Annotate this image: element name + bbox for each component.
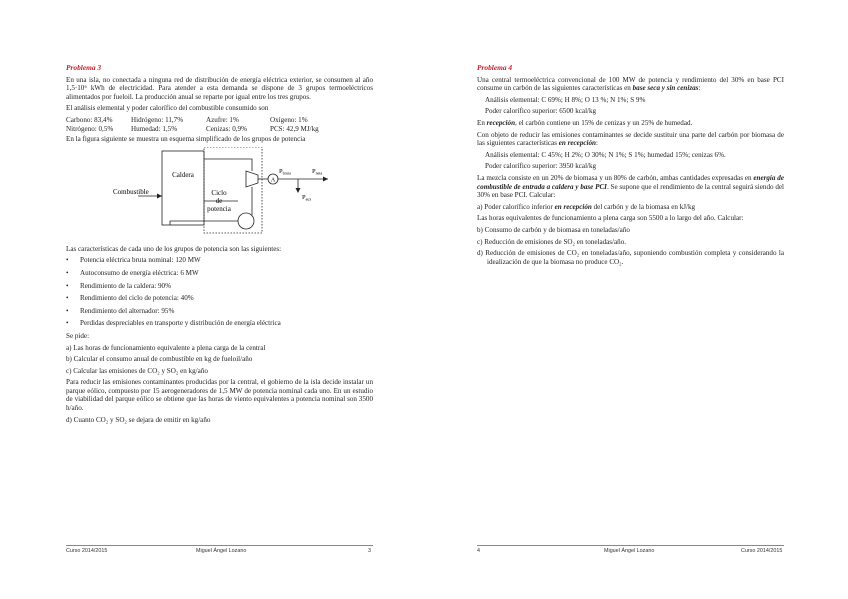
diagram-p-neta: $P_{neta}$ <box>312 167 323 176</box>
feature-item: • Rendimiento del ciclo de potencia: 40% <box>66 294 373 303</box>
composition-item: Hidrógeno: 11,7% <box>131 115 184 124</box>
diagram-p-aux: $P_{aux}$ <box>302 193 312 202</box>
question-4d: d) Reducción de emisiones de CO₂ en toneladas/año, suponiendo combustión completa y considerando la idealización de que la biomasa no produce CO₂. <box>477 249 784 266</box>
question-c: c) Calcular las emisiones de CO₂ y SO₂ en kg/año <box>66 366 208 375</box>
feature-item: • Potencia eléctrica bruta nominal: 120 MW <box>66 256 373 265</box>
question-4a: a) Poder calorífico inferior en recepción del carbón y de la biomasa en kJ/kg <box>477 202 696 211</box>
composition-item: Carbono: 83,4% <box>66 115 113 124</box>
footer-course-right: Curso 2014/2015 <box>741 548 783 554</box>
question-d: d) Cuanto CO₂ y SO₂ se dejara de emitir en kg/año <box>66 415 211 424</box>
diagram-p-bruta: $P_{bruta}$ <box>279 167 291 176</box>
composition-item: Humedad: 1,5% <box>131 124 178 133</box>
biomass-analysis: Análisis elemental: C 45%; H 2%; O 30%; N 1%; S 1%; humedad 15%; cenizas 6%. <box>485 150 726 159</box>
feature-item: • Rendimiento de la caldera: 90% <box>66 282 373 291</box>
turbine-shape <box>246 171 258 187</box>
boiler-box <box>162 151 204 225</box>
diagram-ciclo-label-3: potencia <box>207 204 231 213</box>
feature-item: • Perdidas despreciables en transporte y distribución de energía eléctrica <box>66 319 373 328</box>
diagram-ciclo-label-2: de <box>215 196 223 205</box>
diagram-alternator-label: A <box>270 177 276 184</box>
feature-item: • Rendimiento del alternador: 95% <box>66 307 373 316</box>
problem-4-title: Problema 4 <box>477 63 513 72</box>
composition-item: Azufre: 1% <box>206 115 239 124</box>
mix-text: La mezcla consiste en un 20% de biomasa y un 80% de carbón, ambas cantidades expresadas en energía de combustible de entrada a caldera y base PCI. Se supone que el rendimiento de la central seguirá siendo del 30% en base PCI. Calcular: <box>477 173 784 200</box>
composition-item: PCS: 42,9 MJ/kg <box>270 124 319 133</box>
footer-page-number: 3 <box>368 548 371 554</box>
feature-item: • Autoconsumo de energía eléctrica: 6 MW <box>66 269 373 278</box>
problem-4-intro: Una central termoeléctrica convencional de 100 MW de potencia y rendimiento del 30% en base PCI consume un carbón de las siguientes características en base seca y sin cenizas: <box>477 75 784 93</box>
features-intro: Las características de cada uno de los grupos de potencia son las siguientes: <box>66 244 282 253</box>
hours-text: Las horas equivalentes de funcionamiento a plena carga son 5500 a lo largo del año. Calcular: <box>477 214 744 223</box>
asks-label: Se pide: <box>66 331 90 340</box>
right-page-body <box>477 64 784 269</box>
footer-author: Miguel Ángel Lozano <box>196 548 247 554</box>
footer-author-right: Miguel Ángel Lozano <box>604 548 655 554</box>
composition-item: Oxígeno: 1% <box>270 115 308 124</box>
reception-text: En recepción, el carbón contiene un 15% de cenizas y un 25% de humedad. <box>477 118 693 127</box>
question-a: a) Las horas de funcionamiento equivalente a plena carga de la central <box>66 343 266 352</box>
coal-pcs: Poder calorífico superior: 6500 kcal/kg <box>485 107 597 116</box>
question-4b: b) Consumo de carbón y de biomasa en toneladas/año <box>477 225 630 234</box>
footer-rule-right <box>477 545 784 546</box>
footer-rule <box>66 545 373 546</box>
biomass-intro: Con objeto de reducir las emisiones contaminantes se decide sustituir una parte del carbón por biomasa de las siguientes características en recepción: <box>477 130 784 148</box>
analysis-intro: El análisis elemental y poder calorífico del combustible consumido son <box>66 104 269 113</box>
diagram-caldera-label: Caldera <box>172 170 194 179</box>
footer-page-number-right: 4 <box>477 548 480 554</box>
problem-3-intro: En una isla, no conectada a ninguna red de distribución de energía eléctrica exterior, se consumen al año 1,5·10⁶ kWh de electricidad. Para atender a esta demanda se dispone de 3 grupos termoeléctricos alimentados por fueloil. La producción anual se reparte por igual entre los tres grupos. <box>66 75 373 101</box>
power-group-diagram <box>66 147 373 241</box>
figure-intro: En la figura siguiente se muestra un esquema simplificado de los grupos de potencia <box>66 135 306 144</box>
composition-item: Cenizas: 0,9% <box>206 124 247 133</box>
composition-table <box>66 116 373 133</box>
footer-course: Curso 2014/2015 <box>66 548 108 554</box>
question-4c: c) Reducción de emisiones de SO₂ en toneladas/año. <box>477 237 627 246</box>
problem-3-title: Problema 3 <box>66 63 102 72</box>
diagram-combustible-label: Combustible <box>113 187 149 196</box>
wind-farm-text: Para reducir las emisiones contaminantes producidas por la central, el gobierno de la isla decide instalar un parque eólico, compuesto por 15 aerogeneradores de 1,5 MW de potencia nominal cada uno. En un estudio de viabilidad del parque eólico se obtiene que las horas de viento equivalentes a potencia nominal son 3500 h/año. <box>66 378 373 413</box>
coal-analysis: Análisis elemental: C 69%; H 8%; O 13 %; N 1%; S 9% <box>485 95 646 104</box>
composition-item: Nitrógeno: 0,5% <box>66 124 114 133</box>
question-b: b) Calcular el consumo anual de combustible en kg de fueloil/año <box>66 355 253 364</box>
diagram-ciclo-label-1: Ciclo <box>211 188 227 197</box>
left-page-body <box>66 64 373 427</box>
biomass-pcs: Poder calorífico superior: 3950 kcal/kg <box>485 162 597 171</box>
condenser-circle <box>238 213 254 229</box>
features-list <box>66 256 373 328</box>
